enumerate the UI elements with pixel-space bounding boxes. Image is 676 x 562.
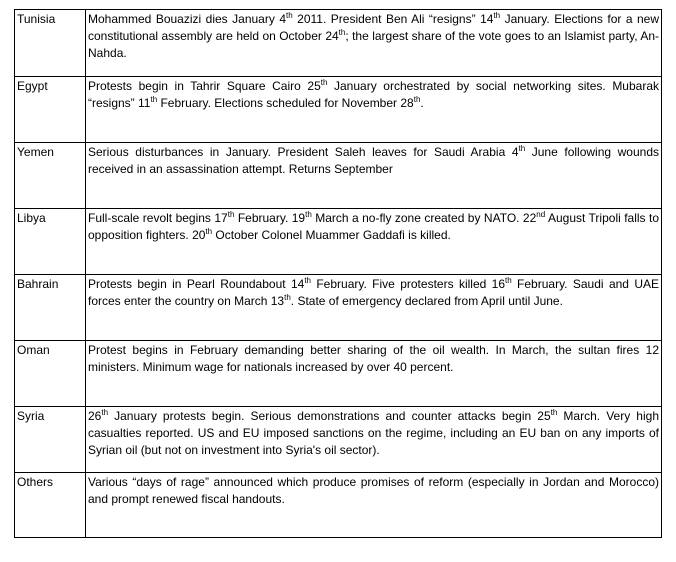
description-text: 2011. President Ben Ali “resigns” 14 (292, 12, 494, 26)
description-text: March a no-fly zone created by NATO. 22 (311, 211, 537, 225)
ordinal-suffix: th (505, 276, 512, 285)
country-cell: Others (15, 473, 86, 538)
table-row (15, 77, 662, 143)
description-text: March. Very high casualties reported. US and EU imposed sanctions on the regime, including an EU ban on any imports of Syrian oil (but not on investment into Syria's oil sector). (88, 409, 659, 457)
table-row (15, 341, 662, 407)
description-text: January protests begin. Serious demonstrations and counter attacks begin 25 (108, 409, 551, 423)
description-text: Protests begin in Pearl Roundabout 14 (88, 277, 305, 291)
ordinal-suffix: th (205, 227, 213, 236)
country-cell: Yemen (15, 143, 86, 209)
ordinal-suffix: th (227, 210, 235, 219)
ordinal-suffix: th (305, 210, 312, 219)
description-text: . State of emergency declared from April until June. (290, 294, 563, 308)
table-row (15, 10, 662, 77)
country-cell: Syria (15, 407, 86, 473)
description-cell (86, 77, 662, 143)
country-cell: Libya (15, 209, 86, 275)
ordinal-suffix: nd (536, 210, 546, 219)
description-text: January orchestrated by social networking sites. Mubarak “resigns” 11 (88, 79, 660, 110)
country-cell: Bahrain (15, 275, 86, 341)
description-text: 26 (88, 409, 102, 423)
ordinal-suffix: th (518, 144, 526, 153)
country-cell: Tunisia (15, 10, 86, 77)
ordinal-suffix: th (150, 95, 158, 104)
ordinal-suffix: th (304, 276, 311, 285)
description-cell (86, 10, 662, 77)
description-text: Mohammed Bouazizi dies January 4 (88, 12, 287, 26)
description-cell (86, 407, 662, 473)
ordinal-suffix: th (550, 408, 558, 417)
description-text: . (420, 96, 424, 110)
table-row (15, 473, 662, 538)
table-row (15, 275, 662, 341)
description-text: Various “days of rage” announced which produce promises of reform (especially in Jordan and Morocco) and prompt renewed fiscal handouts. (88, 475, 659, 506)
description-text: February. 19 (234, 211, 306, 225)
description-text: January. Elections for a new constitutional assembly are held on October 24 (88, 12, 660, 43)
events-table (14, 9, 662, 538)
description-text: Serious disturbances in January. President Saleh leaves for Saudi Arabia 4 (88, 145, 519, 159)
table-row (15, 407, 662, 473)
description-cell (86, 143, 662, 209)
description-cell (86, 209, 662, 275)
ordinal-suffix: th (320, 78, 328, 87)
description-text: Protests begin in Tahrir Square Cairo 25 (88, 79, 321, 93)
ordinal-suffix: th (286, 11, 293, 20)
ordinal-suffix: th (338, 28, 346, 37)
ordinal-suffix: th (413, 95, 421, 104)
ordinal-suffix: th (493, 11, 501, 20)
country-cell: Oman (15, 341, 86, 407)
events-table-body (15, 10, 662, 538)
table-row (15, 143, 662, 209)
description-text: August Tripoli falls to opposition fighters. 20 (88, 211, 660, 242)
description-text: June following wounds received in an assassination attempt. Returns September (88, 145, 659, 176)
ordinal-suffix: th (284, 293, 291, 302)
description-text: February. Five protesters killed 16 (310, 277, 506, 291)
description-cell (86, 341, 662, 407)
description-text: October Colonel Muammer Gaddafi is killed. (212, 228, 451, 242)
description-text: February. Elections scheduled for November 28 (157, 96, 414, 110)
description-text: Protest begins in February demanding better sharing of the oil wealth. In March, the sultan fires 12 ministers. Minimum wage for nationals increased by over 40 percent. (88, 343, 659, 374)
description-text: February. Saudi and UAE forces enter the country on March 13 (88, 277, 660, 308)
ordinal-suffix: th (101, 408, 109, 417)
description-cell (86, 473, 662, 538)
table-row (15, 209, 662, 275)
country-cell: Egypt (15, 77, 86, 143)
description-cell (86, 275, 662, 341)
description-text: Full-scale revolt begins 17 (88, 211, 228, 225)
description-text: ; the largest share of the vote goes to an Islamist party, An-Nahda. (88, 29, 659, 60)
